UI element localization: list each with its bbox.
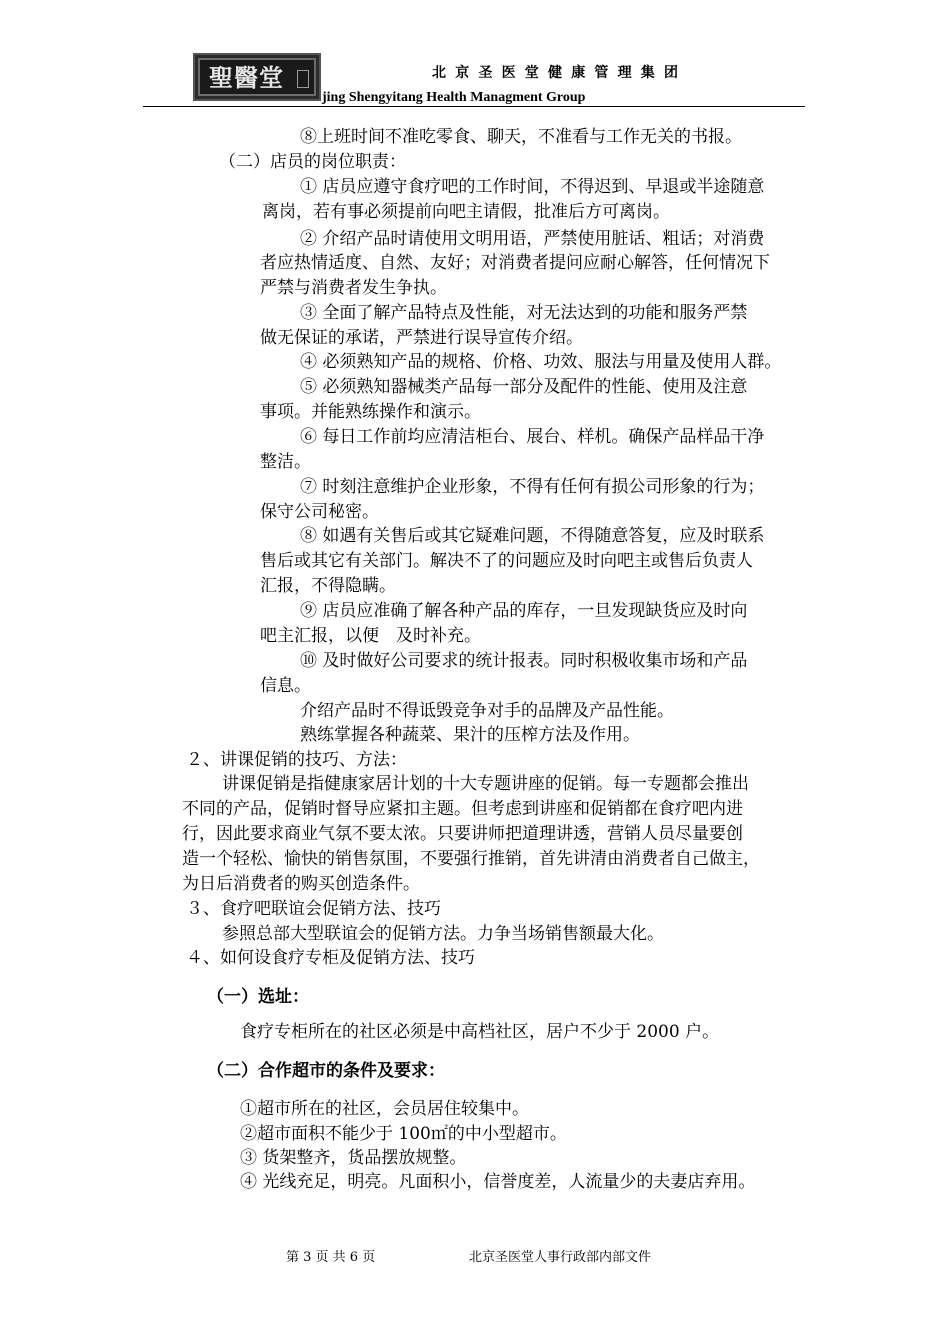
text-line: 讲课促销是指健康家居计划的十大专题讲座的促销。每一专题都会推出 bbox=[222, 774, 749, 794]
text-line: 不同的产品，促销时督导应紧扣主题。但考虑到讲座和促销都在食疗吧内进 bbox=[182, 799, 743, 819]
text-line: 汇报，不得隐瞒。 bbox=[260, 576, 396, 596]
text-line: 食疗专柜所在的社区必须是中高档社区，居户不少于 2000 户。 bbox=[240, 1022, 720, 1042]
list-item: ②超市面积不能少于 100㎡的中小型超市。 bbox=[240, 1124, 567, 1144]
text-line: 参照总部大型联谊会的促销方法。力争当场销售额最大化。 bbox=[222, 924, 664, 944]
text-line: ② 介绍产品时请使用文明用语，严禁使用脏话、粗话；对消费 bbox=[300, 229, 765, 249]
text-line: 严禁与消费者发生争执。 bbox=[260, 278, 447, 298]
list-item: ③ 货架整齐，货品摆放规整。 bbox=[240, 1148, 467, 1168]
text-line: 者应热情适度、自然、友好；对消费者提问应耐心解答，任何情况下 bbox=[260, 253, 770, 273]
logo-text: 聖醫堂 bbox=[209, 63, 284, 92]
text-line: 做无保证的承诺，严禁进行误导宣传介绍。 bbox=[260, 328, 583, 348]
text-line: 吧主汇报，以便 及时补充。 bbox=[260, 626, 481, 646]
text-line: ⑧ 如遇有关售后或其它疑难问题，不得随意答复，应及时联系 bbox=[300, 526, 765, 546]
page-number: 第 3 页 共 6 页 bbox=[286, 1250, 376, 1265]
text-line: 信息。 bbox=[260, 676, 311, 696]
text-line: ④ 必须熟知产品的规格、价格、功效、服法与用量及使用人群。 bbox=[300, 352, 782, 372]
text-line: 造一个轻松、愉快的销售氛围，不要强行推销，首先讲清由消费者自己做主， bbox=[182, 849, 760, 869]
section-heading: ２、讲课促销的技巧、方法： bbox=[186, 750, 407, 770]
text-line: 行，因此要求商业气氛不要太浓。只要讲师把道理讲透，营销人员尽量要创 bbox=[182, 824, 743, 844]
footer-note: 北京圣医堂人事行政部内部文件 bbox=[469, 1250, 652, 1265]
text-line: 整洁。 bbox=[260, 452, 311, 472]
section-heading: ４、如何设食疗专柜及促销方法、技巧 bbox=[186, 948, 475, 968]
text-line: ⑤ 必须熟知器械类产品每一部分及配件的性能、使用及注意 bbox=[300, 377, 748, 397]
text-line: 离岗，若有事必须提前向吧主请假，批准后方可离岗。 bbox=[262, 202, 670, 222]
text-line: 为日后消费者的购买创造条件。 bbox=[182, 874, 420, 894]
text-line: ⑩ 及时做好公司要求的统计报表。同时积极收集市场和产品 bbox=[300, 651, 748, 671]
text-line: 保守公司秘密。 bbox=[260, 502, 379, 522]
section-heading: （二）店员的岗位职责： bbox=[219, 152, 406, 172]
list-item: ①超市所在的社区，会员居住较集中。 bbox=[240, 1099, 529, 1119]
text-line: ⑥ 每日工作前均应清洁柜台、展台、样机。确保产品样品干净 bbox=[300, 427, 765, 447]
subsection-heading: （一）选址： bbox=[207, 987, 309, 1007]
subsection-heading: （二）合作超市的条件及要求： bbox=[207, 1061, 445, 1081]
text-line: 熟练掌握各种蔬菜、果汁的压榨方法及作用。 bbox=[300, 725, 640, 745]
text-line: 售后或其它有关部门。解决不了的问题应及时向吧主或售后负责人 bbox=[260, 551, 753, 571]
text-line: ① 店员应遵守食疗吧的工作时间，不得迟到、早退或半途随意 bbox=[300, 177, 765, 197]
text-line: ⑦ 时刻注意维护企业形象，不得有任何有损公司形象的行为； bbox=[300, 477, 765, 497]
text-line: ⑧上班时间不准吃零食、聊天，不准看与工作无关的书报。 bbox=[300, 127, 742, 147]
company-logo bbox=[193, 53, 321, 101]
text-line: 介绍产品时不得诋毁竞争对手的品牌及产品性能。 bbox=[300, 701, 674, 721]
header-company-en: jing Shengyitang Health Managment Group bbox=[322, 90, 586, 105]
list-item: ④ 光线充足，明亮。凡面积小，信誉度差，人流量少的夫妻店弃用。 bbox=[240, 1172, 756, 1192]
logo-seal bbox=[297, 70, 309, 88]
header-divider bbox=[143, 106, 805, 107]
text-line: ③ 全面了解产品特点及性能，对无法达到的功能和服务严禁 bbox=[300, 303, 748, 323]
header-company-cn: 北京圣医堂健康管理集团 bbox=[432, 65, 688, 81]
section-heading: ３、食疗吧联谊会促销方法、技巧 bbox=[186, 899, 441, 919]
text-line: 事项。并能熟练操作和演示。 bbox=[260, 402, 481, 422]
text-line: ⑨ 店员应准确了解各种产品的库存，一旦发现缺货应及时向 bbox=[300, 601, 748, 621]
